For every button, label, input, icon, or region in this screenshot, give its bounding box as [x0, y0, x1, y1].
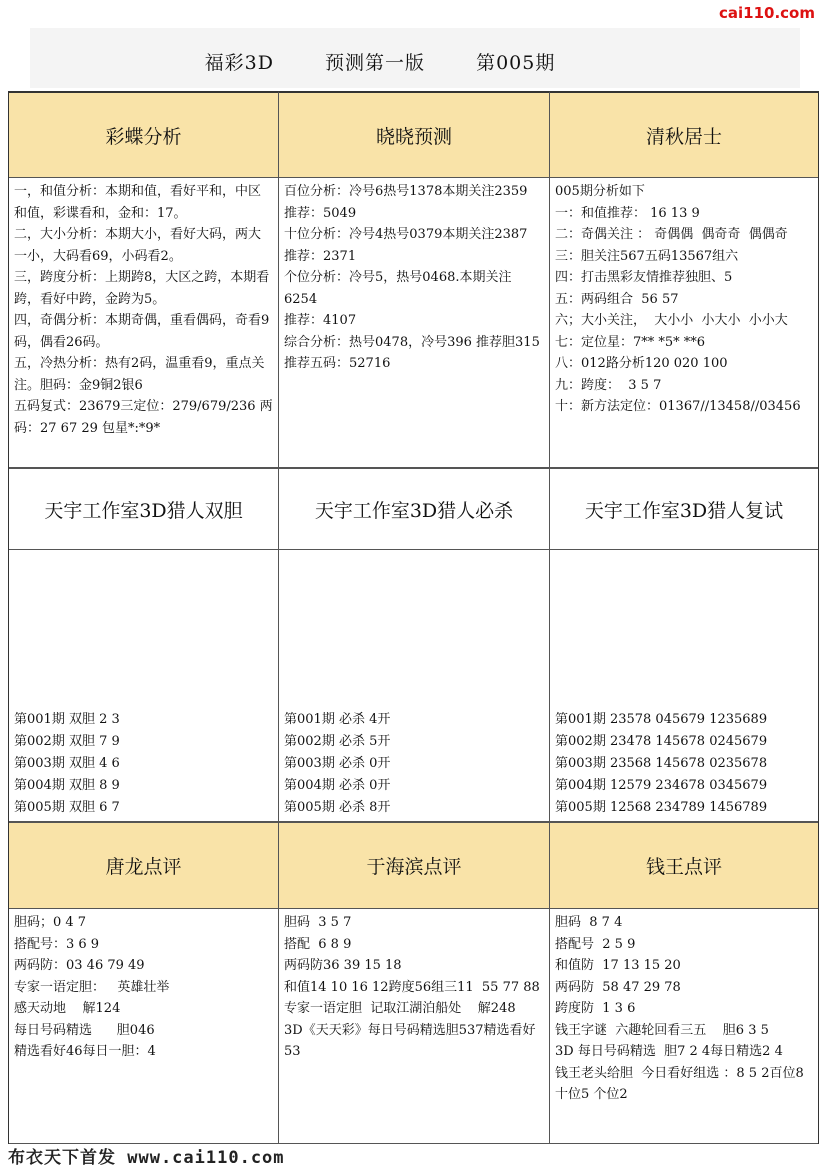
section-header-shuangdan: 天宇工作室3D猎人双胆: [9, 468, 279, 550]
text-line: 胆码；0 4 7: [14, 915, 87, 930]
section-header-caidie: 彩蝶分析: [9, 91, 279, 178]
title-game: 福彩3D: [204, 52, 274, 74]
record-row: 第003期 必杀 0开: [284, 756, 391, 771]
text-line: 百位分析：冷号6热号1378本期关注2359: [284, 184, 528, 199]
text-line: 个位分析：冷号5，热号0468.本期关注6254: [284, 270, 512, 307]
text-line: 四：打击黑彩友情推荐独胆、5: [555, 270, 733, 285]
record-row: 第001期 双胆 2 3: [14, 712, 120, 727]
text-line: 综合分析：热号0478，冷号396 推荐胆315: [284, 334, 540, 350]
section-body-bisha: [279, 550, 550, 822]
text-line: 钱王字谜 六趣轮回看三五 胆6 3 5: [555, 1022, 769, 1038]
text-line: 每日号码精选 胆046: [14, 1022, 155, 1038]
record-row: 第005期 必杀 8开: [284, 800, 391, 815]
text-line: 推荐：2371: [284, 248, 357, 264]
text-line: 七：定位星：7** *5* **6: [555, 334, 706, 350]
text-line: 八：012路分析120 020 100: [555, 356, 728, 371]
section-body-yuhaibin: [279, 909, 550, 1144]
text-line: 六；大小关注， 大小小 小大小 小小大: [555, 313, 788, 328]
text-line: 胆码 3 5 7: [284, 915, 352, 930]
section-header-fushi: 天宇工作室3D猎人复试: [550, 468, 818, 550]
text-line: 搭配号 2 5 9: [555, 936, 636, 952]
text-line: 一，和值分析：本期和值，看好平和，中区和值，彩谍看和，金和：17。: [14, 184, 262, 221]
text-line: 三，跨度分析：上期跨8，大区之跨，本期看跨，看好中跨，金跨为5。: [14, 270, 270, 307]
text-line: 五：两码组合 56 57: [555, 291, 679, 307]
section-body-shuangdan: [9, 550, 279, 822]
text-line: 两码防36 39 15 18: [284, 958, 402, 973]
record-row: 第005期 双胆 6 7: [14, 800, 120, 815]
text-line: 推荐：4107: [284, 313, 357, 328]
record-row: 第001期 23578 045679 1235689: [555, 712, 768, 727]
record-row: 第002期 必杀 5开: [284, 734, 391, 749]
text-line: 钱王老头给胆 今日看好组选 ：8 5 2百位8 十位5 个位2: [555, 1065, 808, 1102]
text-line: 五，冷热分析：热有2码，温重看9，重点关注。胆码：金9铜2银6: [14, 356, 265, 393]
record-list: [279, 709, 395, 819]
record-row: 第002期 双胆 7 9: [14, 734, 120, 749]
text-line: 两码防 58 47 29 78: [555, 979, 681, 995]
record-row: 第002期 23478 145678 0245679: [555, 734, 768, 749]
page-title: [0, 48, 760, 75]
record-row: 第004期 必杀 0开: [284, 778, 391, 793]
text-line: 推荐五码：52716: [284, 356, 391, 371]
text-line: 三：胆关注567五码13567组六: [555, 248, 739, 264]
text-line: 跨度防 1 3 6: [555, 1001, 636, 1016]
text-line: 3D《天天彩》每日号码精选胆537精选看好53: [284, 1022, 536, 1059]
text-line: 搭配号：3 6 9: [14, 936, 100, 952]
record-row: 第005期 12568 234789 1456789: [555, 800, 768, 815]
text-line: 二：奇偶关注 ： 奇偶偶 偶奇奇 偶偶奇: [555, 227, 788, 242]
text-line: 十：新方法定位：01367//13458//03456: [555, 399, 801, 414]
text-line: 二，大小分析：本期大小，看好大码，两大一小，大码看69，小码看2。: [14, 227, 262, 264]
text-line: 十位分析：冷号4热号0379本期关注2387: [284, 227, 528, 242]
section-body-tanglong: [9, 909, 279, 1144]
section-header-tanglong: 唐龙点评: [9, 822, 279, 909]
section-body-qingqiu: [550, 178, 818, 468]
footer-source[interactable]: 布衣天下首发 www.cai110.com: [8, 1148, 285, 1168]
section-body-xiaoxiao: [279, 178, 550, 468]
text-line: 感天动地 解124: [14, 1001, 121, 1016]
text-line: 胆码 8 7 4: [555, 915, 623, 930]
section-header-qingqiu: 清秋居士: [550, 91, 818, 178]
text-line: 一：和值推荐： 16 13 9: [555, 205, 700, 221]
section-header-qianwang: 钱王点评: [550, 822, 818, 909]
record-list: [550, 709, 772, 819]
text-line: 和值14 10 16 12跨度56组三11 55 77 88: [284, 979, 540, 995]
section-header-bisha: 天宇工作室3D猎人必杀: [279, 468, 550, 550]
record-row: 第003期 23568 145678 0235678: [555, 756, 768, 771]
text-line: 五码复式：23679三定位：279/679/236 两码：27 67 29 包星*:*9*: [14, 399, 273, 436]
section-header-yuhaibin: 于海滨点评: [279, 822, 550, 909]
section-header-xiaoxiao: 晓晓预测: [279, 91, 550, 178]
text-line: 九：跨度： 3 5 7: [555, 377, 662, 393]
brand-logo[interactable]: cai110.com: [719, 4, 815, 22]
record-row: 第004期 12579 234678 0345679: [555, 778, 768, 793]
title-issue: 第005期: [476, 52, 556, 74]
record-row: 第003期 双胆 4 6: [14, 756, 120, 771]
section-body-qianwang: [550, 909, 818, 1144]
text-line: 四，奇偶分析：本期奇偶，重看偶码，奇看9码，偶看26码。: [14, 313, 270, 350]
text-line: 精选看好46每日一胆：4: [14, 1044, 156, 1059]
text-line: 搭配 6 8 9: [284, 936, 352, 952]
text-line: 和值防 17 13 15 20: [555, 958, 681, 973]
record-list: [9, 709, 125, 819]
text-line: 005期分析如下: [555, 184, 645, 199]
record-row: 第004期 双胆 8 9: [14, 778, 120, 793]
text-line: 专家一语定胆 记取江湖泊船处 解248: [284, 1001, 516, 1016]
text-line: 两码防：03 46 79 49: [14, 958, 145, 973]
text-line: 3D 每日号码精选 胆7 2 4每日精选2 4: [555, 1044, 783, 1059]
section-body-fushi: [550, 550, 818, 822]
prediction-grid: [8, 91, 819, 1144]
section-body-caidie: [9, 178, 279, 468]
text-line: 推荐：5049: [284, 205, 357, 221]
record-row: 第001期 必杀 4开: [284, 712, 391, 727]
text-line: 专家一语定胆： 英雄壮举: [14, 979, 170, 995]
title-edition: 预测第一版: [325, 52, 426, 74]
